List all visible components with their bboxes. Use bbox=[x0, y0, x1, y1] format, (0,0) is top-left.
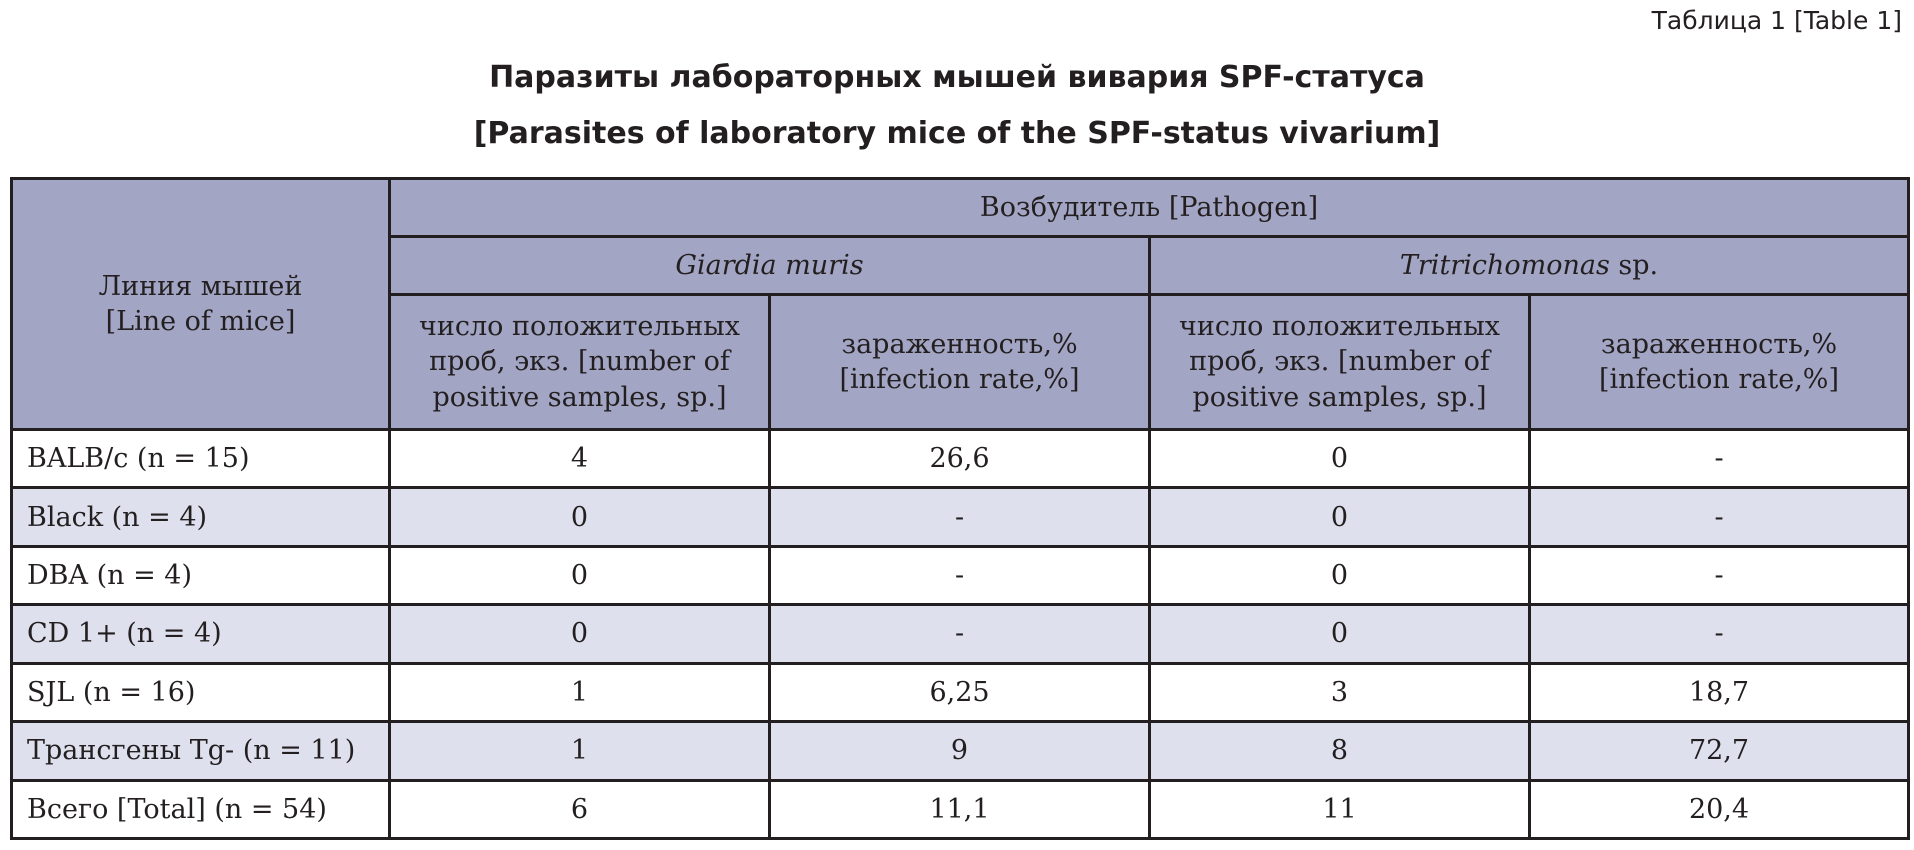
cell-tritrichomonas-rate: 18,7 bbox=[1530, 663, 1909, 721]
cell-line: Black (n = 4) bbox=[12, 488, 390, 546]
cell-tritrichomonas-rate: - bbox=[1530, 488, 1909, 546]
cell-tritrichomonas-rate: - bbox=[1530, 430, 1909, 488]
header-giardia-infection-rate bbox=[770, 295, 1150, 430]
header-pathogen: Возбудитель [Pathogen] bbox=[390, 179, 1909, 237]
cell-tritrichomonas-rate: 72,7 bbox=[1530, 722, 1909, 780]
cell-tritrichomonas-positive: 0 bbox=[1150, 430, 1530, 488]
cell-giardia-rate: 9 bbox=[770, 722, 1150, 780]
table-row bbox=[12, 722, 1909, 780]
table-row bbox=[12, 488, 1909, 546]
header-line-of-mice-en: [Line of mice] bbox=[105, 306, 296, 337]
table-row bbox=[12, 780, 1909, 838]
header-line-of-mice-ru: Линия мышей bbox=[98, 270, 303, 302]
cell-tritrichomonas-rate: - bbox=[1530, 546, 1909, 604]
cell-giardia-rate: - bbox=[770, 488, 1150, 546]
cell-giardia-rate: 11,1 bbox=[770, 780, 1150, 838]
parasites-table bbox=[10, 177, 1910, 840]
cell-giardia-positive: 0 bbox=[390, 546, 770, 604]
infection-rate-ru: зараженность,% bbox=[841, 328, 1078, 360]
cell-tritrichomonas-positive: 3 bbox=[1150, 663, 1530, 721]
infection-rate-en: [infection rate,%] bbox=[839, 364, 1080, 395]
cell-giardia-rate: 26,6 bbox=[770, 430, 1150, 488]
header-line-of-mice bbox=[12, 179, 390, 430]
cell-line: CD 1+ (n = 4) bbox=[12, 605, 390, 663]
table-row bbox=[12, 430, 1909, 488]
cell-giardia-positive: 1 bbox=[390, 722, 770, 780]
table-title-ru: Паразиты лабораторных мышей вивария SPF-статуса bbox=[489, 60, 1425, 95]
cell-tritrichomonas-positive: 0 bbox=[1150, 605, 1530, 663]
cell-line: BALB/c (n = 15) bbox=[12, 430, 390, 488]
cell-line: SJL (n = 16) bbox=[12, 663, 390, 721]
species-genus: Tritrichomonas bbox=[1399, 249, 1610, 281]
species-abbrev: sp. bbox=[1609, 249, 1659, 281]
cell-giardia-positive: 4 bbox=[390, 430, 770, 488]
infection-rate-ru: зараженность,% bbox=[1600, 328, 1838, 360]
cell-giardia-rate: - bbox=[770, 605, 1150, 663]
cell-tritrichomonas-rate: - bbox=[1530, 605, 1909, 663]
table-row bbox=[12, 546, 1909, 604]
infection-rate-en: [infection rate,%] bbox=[1599, 364, 1839, 395]
cell-giardia-positive: 6 bbox=[390, 780, 770, 838]
cell-tritrichomonas-positive: 11 bbox=[1150, 780, 1530, 838]
cell-line: Трансгены Tg- (n = 11) bbox=[12, 722, 390, 780]
cell-giardia-rate: 6,25 bbox=[770, 663, 1150, 721]
table-number-label: Таблица 1 [Table 1] bbox=[1651, 6, 1902, 35]
cell-tritrichomonas-rate: 20,4 bbox=[1530, 780, 1909, 838]
table-title-en: [Parasites of laboratory mice of the SPF-status vivarium] bbox=[473, 116, 1441, 151]
header-giardia-positive-samples: число положительных проб, экз. [number of positive samples, sp.] bbox=[390, 295, 770, 430]
cell-tritrichomonas-positive: 0 bbox=[1150, 488, 1530, 546]
table-row bbox=[12, 663, 1909, 721]
header-species-giardia: Giardia muris bbox=[390, 237, 1150, 295]
header-tritrichomonas-infection-rate bbox=[1530, 295, 1909, 430]
cell-giardia-rate: - bbox=[770, 546, 1150, 604]
cell-tritrichomonas-positive: 8 bbox=[1150, 722, 1530, 780]
cell-giardia-positive: 1 bbox=[390, 663, 770, 721]
header-species-tritrichomonas bbox=[1150, 237, 1909, 295]
cell-tritrichomonas-positive: 0 bbox=[1150, 546, 1530, 604]
table-row bbox=[12, 605, 1909, 663]
cell-line: DBA (n = 4) bbox=[12, 546, 390, 604]
cell-giardia-positive: 0 bbox=[390, 488, 770, 546]
header-tritrichomonas-positive-samples: число положительных проб, экз. [number of positive samples, sp.] bbox=[1150, 295, 1530, 430]
cell-giardia-positive: 0 bbox=[390, 605, 770, 663]
cell-line: Всего [Total] (n = 54) bbox=[12, 780, 390, 838]
